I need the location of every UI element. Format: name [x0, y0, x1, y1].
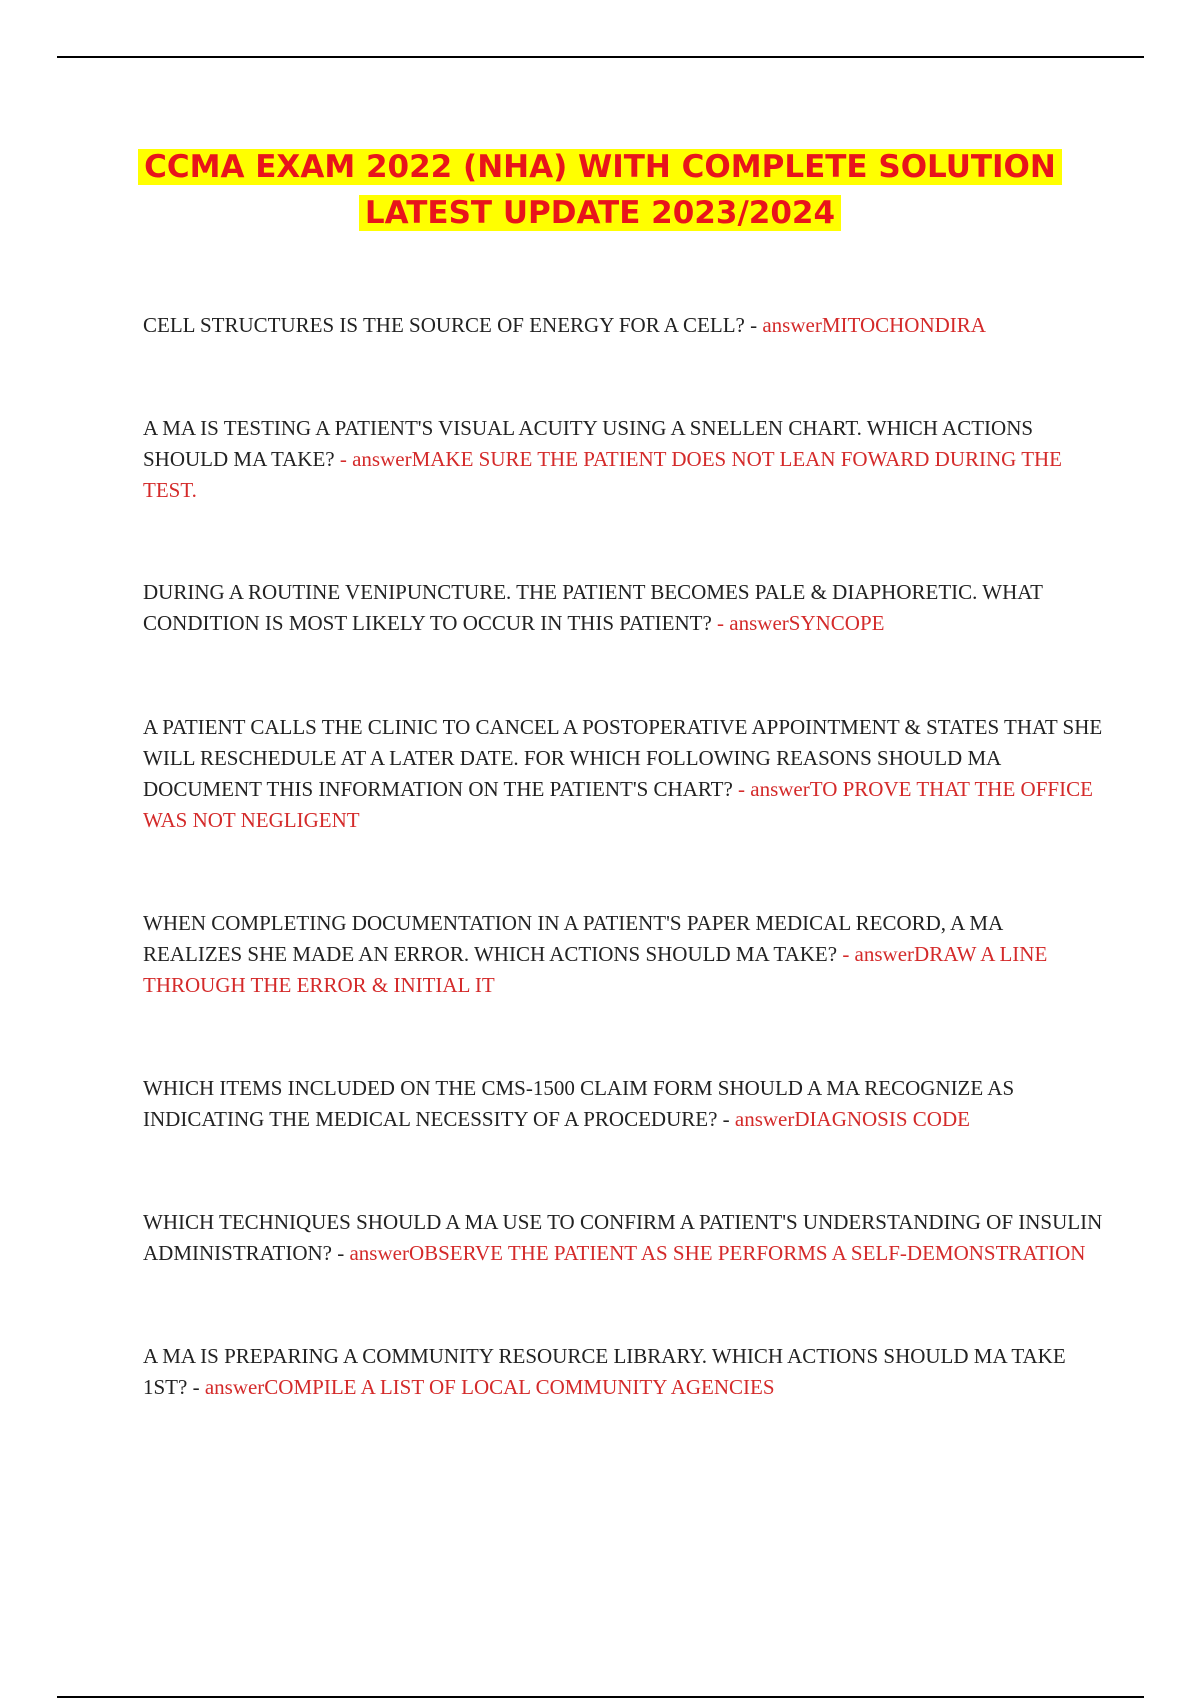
answer-text: - answerSYNCOPE: [717, 611, 885, 635]
qa-list: [143, 310, 1103, 1403]
answer-text: - answerTO PROVE THAT THE OFFICE WAS NOT NEGLIGENT: [143, 777, 1093, 832]
answer-text: answerOBSERVE THE PATIENT AS SHE PERFORMS A SELF-DEMONSTRATION: [349, 1241, 1086, 1265]
answer-text: answerDIAGNOSIS CODE: [734, 1107, 970, 1131]
answer-text: - answerMAKE SURE THE PATIENT DOES NOT LEAN FOWARD DURING THE TEST.: [143, 447, 1063, 502]
qa-item: [143, 908, 1103, 1001]
qa-item: [143, 1207, 1103, 1269]
title-line-2: LATEST UPDATE 2023/2024: [359, 195, 841, 231]
top-rule: [57, 56, 1144, 58]
qa-item: [143, 310, 1103, 341]
bottom-rule: [57, 1696, 1144, 1698]
qa-item: [143, 1341, 1103, 1403]
question-text: CELL STRUCTURES IS THE SOURCE OF ENERGY FOR A CELL? -: [143, 313, 758, 337]
question-text: A PATIENT CALLS THE CLINIC TO CANCEL A POSTOPERATIVE APPOINTMENT & STATES THAT SHE WILL RESCHEDULE AT A LATER DATE. FOR WHICH FOLLOWING REASONS SHOULD MA DOCUMENT THIS INFORMATION ON THE PATIENT'S CHART?: [143, 715, 1103, 801]
answer-text: answerCOMPILE A LIST OF LOCAL COMMUNITY AGENCIES: [204, 1375, 775, 1399]
answer-text: - answerDRAW A LINE THROUGH THE ERROR & INITIAL IT: [143, 942, 1048, 997]
qa-item: [143, 1073, 1103, 1135]
qa-item: [143, 413, 1103, 506]
answer-text: answerMITOCHONDIRA: [762, 313, 986, 337]
qa-item: [143, 577, 1103, 639]
qa-item: [143, 712, 1103, 836]
document-title: [100, 144, 1100, 236]
question-text: WHICH ITEMS INCLUDED ON THE CMS-1500 CLAIM FORM SHOULD A MA RECOGNIZE AS INDICATING THE MEDICAL NECESSITY OF A PROCEDURE? -: [143, 1076, 1015, 1131]
question-text: A MA IS TESTING A PATIENT'S VISUAL ACUITY USING A SNELLEN CHART. WHICH ACTIONS SHOULD MA TAKE?: [143, 416, 1034, 471]
question-text: DURING A ROUTINE VENIPUNCTURE. THE PATIENT BECOMES PALE & DIAPHORETIC. WHAT CONDITION IS MOST LIKELY TO OCCUR IN THIS PATIENT?: [143, 580, 1043, 635]
question-text: A MA IS PREPARING A COMMUNITY RESOURCE LIBRARY. WHICH ACTIONS SHOULD MA TAKE 1ST? -: [143, 1344, 1066, 1399]
question-text: WHICH TECHNIQUES SHOULD A MA USE TO CONFIRM A PATIENT'S UNDERSTANDING OF INSULIN ADMINISTRATION? -: [143, 1210, 1103, 1265]
title-line-1: CCMA EXAM 2022 (NHA) WITH COMPLETE SOLUTION: [138, 149, 1062, 185]
question-text: WHEN COMPLETING DOCUMENTATION IN A PATIENT'S PAPER MEDICAL RECORD, A MA REALIZES SHE MADE AN ERROR. WHICH ACTIONS SHOULD MA TAKE?: [143, 911, 1003, 966]
